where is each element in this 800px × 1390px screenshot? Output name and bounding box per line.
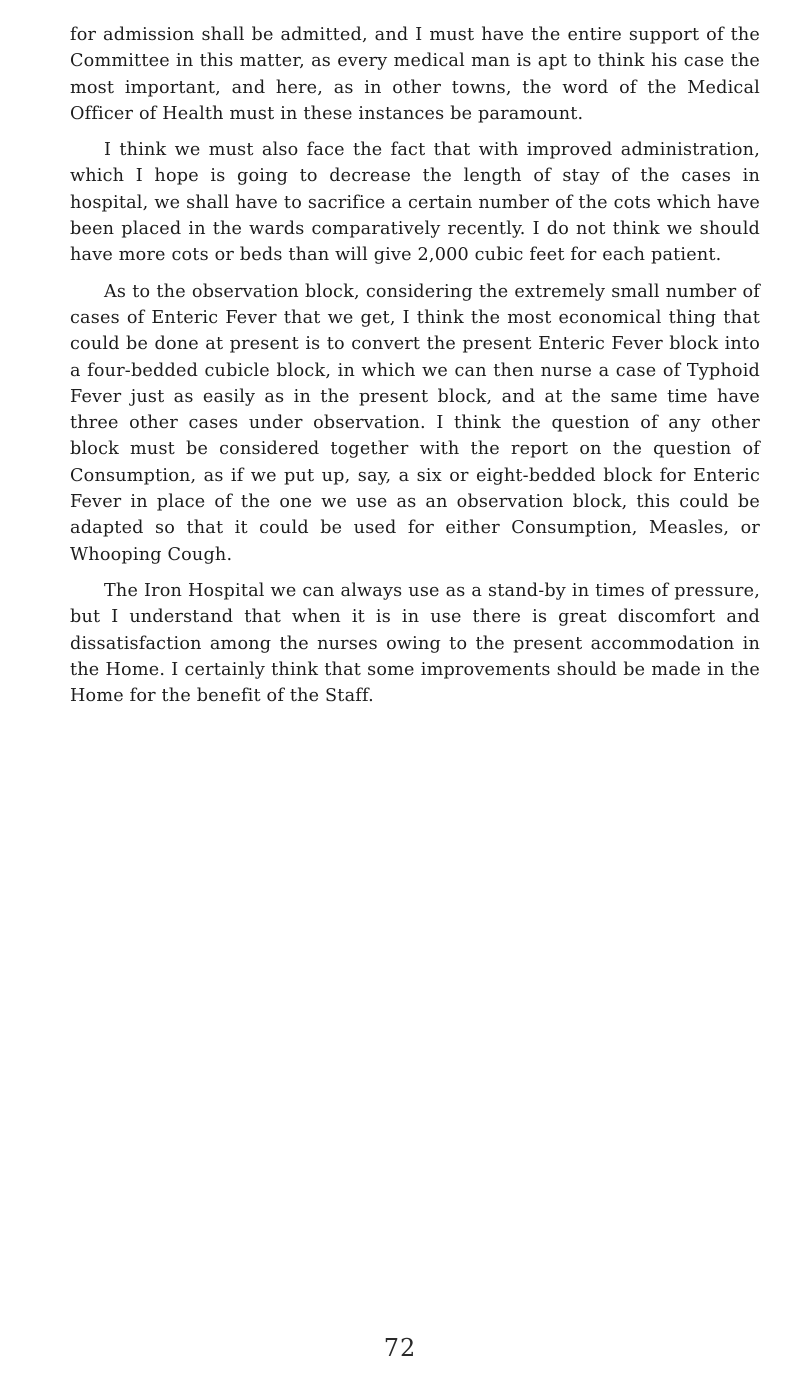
document-page <box>70 22 760 719</box>
paragraph-observation-block: As to the observation block, considering the extremely small number of cases of Enteric Fever that we get, I think the most economical thing that could be done at present is to convert the present Enteric Fever block into a four-bedded cubicle block, in which we can then nurse a case of Typhoid Fever just as easily as in the present block, and at the same time have three other cases under observation. I think the question of any other block must be considered together with the report on the question of Consumption, as if we put up, say, a six or eight-bedded block for Enteric Fever in place of the one we use as an observation block, this could be adapted so that it could be used for either Consumption, Measles, or Whooping Cough. <box>70 281 760 565</box>
paragraph-continuation: for admission shall be admitted, and I must have the entire support of the Committee in this matter, as every medical man is apt to think his case the most important, and here, as in other towns, the word of the Medical Officer of Health must in these instances be paramount. <box>70 25 760 124</box>
paragraph-administration: I think we must also face the fact that with improved administration, which I hope is going to decrease the length of stay of the cases in hospital, we shall have to sacrifice a certain number of the cots which have been placed in the wards comparatively recently. I do not think we should have more cots or beds than will give 2,000 cubic feet for each patient. <box>70 140 760 266</box>
paragraph-iron-hospital: The Iron Hospital we can always use as a stand-by in times of pressure, but I understand that when it is in use there is great discomfort and dissatisfaction among the nurses owing to the present accommodation in the Home. I certainly think that some improvements should be made in the Home for the benefit of the Staff. <box>70 580 760 707</box>
page-number: 72 <box>383 1334 417 1362</box>
